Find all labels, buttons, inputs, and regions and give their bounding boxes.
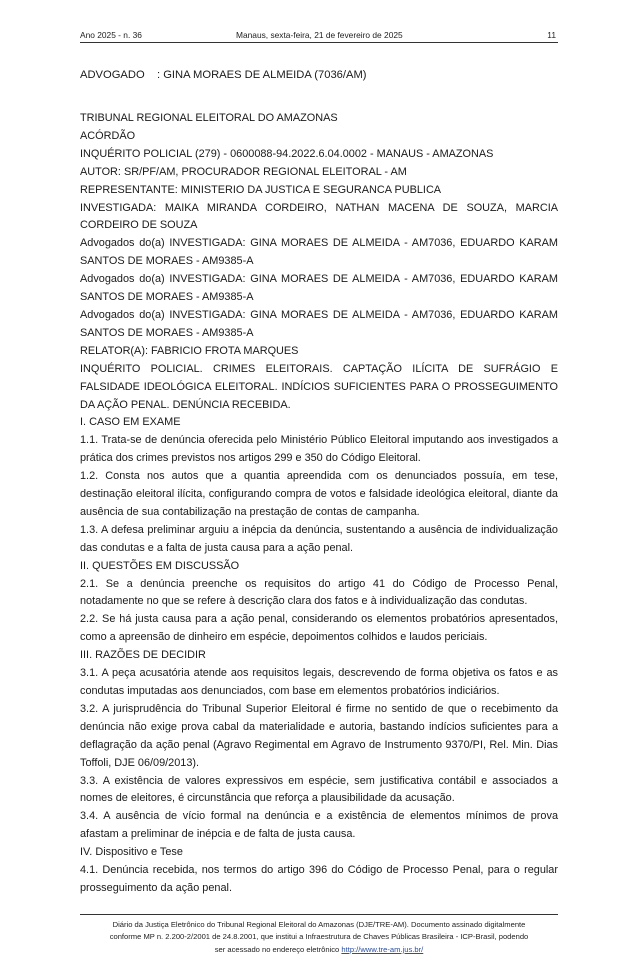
paragraph: 3.2. A jurisprudência do Tribunal Superior Eleitoral é firme no sentido de que o recebimento da denúncia não exige prova cabal da materialidade e autoria, bastando indícios suficientes para a deflagração da ação penal (Agravo Regimental em Agravo de Instrumento 9370/PI, Rel. Min. Dias Toffoli, DJE 06/09/2013). — [80, 702, 558, 769]
paragraph: 1.1. Trata-se de denúncia oferecida pelo Ministério Público Eleitoral imputando aos investigados a prática dos crimes previstos nos artigos 299 e 350 do Código Eleitoral. — [80, 434, 558, 465]
case-lawyers: Advogados do(a) INVESTIGADA: GINA MORAES DE ALMEIDA - AM7036, EDUARDO KARAM SANTOS DE MORAES - AM9385-A — [80, 237, 558, 268]
page-footer — [80, 914, 558, 957]
page-header — [80, 29, 558, 43]
paragraph: 2.2. Se há justa causa para a ação penal, considerando os elementos probatórios apresentados, como a apreensão de dinheiro em espécie, depoimentos colhidos e laudos periciais. — [80, 613, 558, 644]
edition-number: Ano 2025 - n. 36 — [80, 30, 142, 40]
advogado-value: : GINA MORAES DE ALMEIDA (7036/AM) — [157, 69, 367, 81]
paragraph: 3.3. A existência de valores expressivos em espécie, sem justificativa contábil e associados a nomes de eleitores, é circunstância que reforça a plausibilidade da acusação. — [80, 774, 558, 805]
section-heading: IV. Dispositivo e Tese — [80, 846, 183, 859]
paragraph: 4.1. Denúncia recebida, nos termos do artigo 396 do Código de Processo Penal, para o regular prosseguimento da ação penal. — [80, 864, 558, 894]
paragraph: 3.4. A ausência de vício formal na denúncia e a existência de elementos mínimos de prova afastam a preliminar de inépcia e de falta de justa causa. — [80, 810, 558, 841]
court-name: TRIBUNAL REGIONAL ELEITORAL DO AMAZONAS — [80, 112, 338, 124]
case-investigated: INVESTIGADA: MAIKA MIRANDA CORDEIRO, NATHAN MACENA DE SOUZA, MARCIA CORDEIRO DE SOUZA — [80, 201, 558, 232]
publication-date: Manaus, sexta-feira, 21 de fevereiro de 2025 — [236, 30, 403, 40]
paragraph: 1.2. Consta nos autos que a quantia apreendida com os denunciados possuía, em tese, destinação eleitoral ilícita, configurando compra de votos e falsidade ideológica eleitoral, diante da ausência de sua contabilização na prestação de contas de campanha. — [80, 470, 558, 518]
paragraph: 3.1. A peça acusatória atende aos requisitos legais, descrevendo de forma objetiva os fatos e as condutas imputadas aos denunciados, com base em elementos probatórios indiciários. — [80, 667, 558, 697]
tre-am-website-link[interactable]: http://www.tre-am.jus.br/ — [341, 944, 424, 954]
ementa: INQUÉRITO POLICIAL. CRIMES ELEITORAIS. CAPTAÇÃO ILÍCITA DE SUFRÁGIO E FALSIDADE IDEOLÓGICA ELEITORAL. INDÍCIOS SUFICIENTES PARA O PROSSEGUIMENTO DA AÇÃO PENAL. DENÚNCIA RECEBIDA. — [80, 362, 558, 411]
section-heading: I. CASO EM EXAME — [80, 416, 181, 429]
footer-line-prefix: ser acessado no endereço eletrônico — [214, 944, 340, 954]
section-heading: II. QUESTÕES EM DISCUSSÃO — [80, 559, 240, 572]
case-number: INQUÉRITO POLICIAL (279) - 0600088-94.2022.6.04.0002 - MANAUS - AMAZONAS — [80, 147, 494, 160]
footer-line: conforme MP n. 2.200-2/2001 de 24.8.2001, que institui a Infraestrutura de Chaves Públicas Brasileira - ICP-Brasil, podendo — [109, 932, 529, 942]
document-type: ACÓRDÃO — [80, 129, 136, 142]
footer-line — [80, 944, 558, 957]
section-heading: III. RAZÕES DE DECIDIR — [80, 649, 206, 662]
case-lawyers: Advogados do(a) INVESTIGADA: GINA MORAES DE ALMEIDA - AM7036, EDUARDO KARAM SANTOS DE MORAES - AM9385-A — [80, 308, 558, 339]
document-page — [80, 0, 558, 968]
case-lawyers: Advogados do(a) INVESTIGADA: GINA MORAES DE ALMEIDA - AM7036, EDUARDO KARAM SANTOS DE MORAES - AM9385-A — [80, 273, 558, 304]
footer-line: Diário da Justiça Eletrônico do Tribunal Regional Eleitoral do Amazonas (DJE/TRE-AM). Documento assinado digitalmente — [112, 919, 526, 929]
paragraph: 1.3. A defesa preliminar arguiu a inépcia da denúncia, sustentando a ausência de individualização das condutas e a falta de justa causa para a ação penal. — [80, 523, 558, 554]
case-author: AUTOR: SR/PF/AM, PROCURADOR REGIONAL ELEITORAL - AM — [80, 165, 407, 178]
document-body — [80, 110, 558, 898]
case-rapporteur: RELATOR(A): FABRICIO FROTA MARQUES — [80, 344, 299, 357]
page-number: 11 — [547, 30, 556, 40]
paragraph: 2.1. Se a denúncia preenche os requisitos do artigo 41 do Código de Processo Penal, notadamente no que se refere à descrição clara dos fatos e à individualização das condutas. — [80, 577, 558, 608]
case-representative: REPRESENTANTE: MINISTERIO DA JUSTICA E SEGURANCA PUBLICA — [80, 183, 442, 196]
advogado-label: ADVOGADO — [80, 69, 145, 81]
advogado-line — [80, 68, 558, 82]
